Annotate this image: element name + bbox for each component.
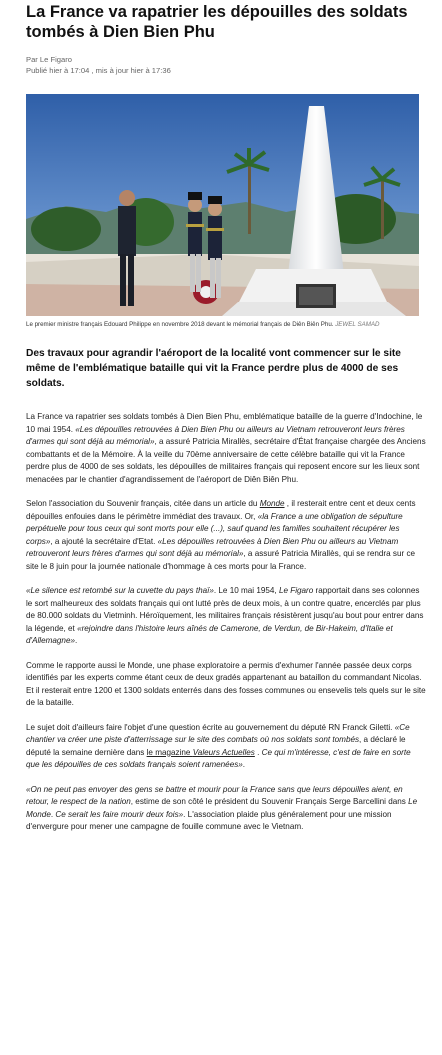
author[interactable]: Par Le Figaro [26, 55, 73, 64]
photo-credit: JEWEL SAMAD [335, 321, 380, 328]
quote: «la France a une obligation de sépulture perpétuelle pour tous ceux qui sont morts pour elle (...), sauf quand les familles souhaitent récupérer les corps» [26, 511, 403, 546]
text: , a assuré Patricia Mirallès, qui se rendra sur ce site le 8 juin pour la journée nationale d'hommage à ces morts pour la France. [26, 549, 416, 571]
article-title: La France va rapatrier les dépouilles des soldats tombés à Dien Bien Phu [26, 3, 408, 41]
article [0, 2, 442, 834]
paragraph [26, 411, 426, 486]
quote: «Les dépouilles retrouvées à Dien Bien Phu ou ailleurs au Vietnam retrouveront leurs frères d'armes qui sont déjà au mémorial» [26, 424, 405, 446]
valeurs-actuelles-link[interactable] [147, 748, 255, 757]
link-text-italic[interactable]: Valeurs Actuelles [192, 747, 255, 757]
article-photo[interactable] [26, 94, 419, 316]
paragraph [26, 784, 426, 834]
article-lead: Des travaux pour agrandir l'aéroport de la localité vont commencer sur le site même de l'emblématique bataille qui vit la France perdre plus de 4000 de ses soldats. [26, 348, 401, 389]
text: , estime de son côté le président du Souvenir Français Serge Barcellini dans [130, 797, 409, 806]
link-text[interactable]: le magazine [146, 747, 193, 757]
photo-caption [26, 320, 419, 329]
text: rapportait dans ses colonnes le sort malheureux des soldats français qui ont lutté près de deux mois, à un contre quatre, encerclés par plus de 80.000 soldats du Vietminh. Héroïquement, les militaires français résistèrent jusqu'au bout pour entrer dans la légende, et [26, 586, 424, 633]
paragraph [26, 498, 426, 573]
text: , il resterait entre cent et deux cents dépouilles enfouies dans le périmètre immédiat des travaux. Or, [26, 499, 416, 521]
quote: «Ce chantier va créer une piste d'atterrissage sur le site des combats où nos soldats sont tombés [26, 722, 410, 744]
publish-date: Publié hier à 17:04 , mis à jour hier à 17:36 [26, 66, 171, 75]
text: Selon l'association du Souvenir français, citée dans un article du [26, 499, 260, 508]
text: . [254, 747, 262, 757]
publication-name: Le Figaro [278, 586, 314, 595]
text: , a ajouté la secrétaire d'Etat. [50, 536, 158, 546]
text: , a assuré Patricia Mirallès, secrétaire d'État française chargée des Anciens combattants et de la Mémoire. À la veille du 70ème anniversaire de cette célèbre bataille qui vit la France perdre plus de 4000 de ses soldats, les dépouilles de militaires français qui reposent encore sur les lieux sont menacées par le chantier d'agrandissement de l'aéroport de Diên Biên Phu. [26, 437, 426, 484]
paragraph [26, 722, 426, 772]
caption-text: Le premier ministre français Edouard Philippe en novembre 2018 devant le mémorial français de Diên Biên Phu. [26, 321, 336, 328]
quote: «Les dépouilles retrouvées à Dien Bien Phu ou ailleurs au Vietnam retrouveront leurs frères d'armes qui sont déjà au mémorial» [26, 536, 399, 558]
text: , a déclaré le député la semaine dernière dans [26, 735, 406, 757]
text: . [74, 636, 78, 645]
text: . L'association plaide plus généralement pour une mission d'envergure pour mener une campagne de fouille commune avec le Vietnam. [26, 809, 392, 831]
quote: Ce serait les faire mourir deux fois» [55, 809, 184, 819]
quote: «rejoindre dans l'histoire leurs aînés de Camerone, de Verdun, de Bir-Hakeim, d'Italie et d'Allemagne» [26, 623, 393, 645]
paragraph [26, 585, 426, 648]
le-monde-link[interactable]: Monde [259, 499, 285, 508]
paragraph: Comme le rapporte aussi le Monde, une phase exploratoire a permis d'exhumer l'année passée deux corps identifiés par les experts comme étant ceux de deux gradés appartenant au bataillon du commandant Nicolas. Et il resterait entre 1200 et 1300 soldats enterrés dans des fosses communes ou ensevelis tels quels sur le site de la bataille. [26, 660, 426, 707]
text: . [50, 809, 56, 819]
text: La France va rapatrier ses soldats tombés à Dien Bien Phu, emblématique bataille de la guerre d'Indochine, le 10 mai 1954. [26, 412, 423, 434]
text: Le sujet doit d'ailleurs faire l'objet d'une question écrite au gouvernement du député RN Franck Giletti. [26, 722, 395, 732]
quote: «On ne peut pas envoyer des gens se battre et mourir pour la France sans que leurs dépouilles aient, en retour, le respect de la nation [26, 784, 403, 806]
text: . Le 10 mai 1954, [213, 586, 279, 595]
publication-name: Le Monde [26, 797, 418, 819]
quote: «Le silence est retombé sur la cuvette du pays thaï» [26, 586, 214, 595]
text: . [242, 760, 246, 769]
article-body [26, 411, 426, 834]
quote: Ce qui m'intéresse, c'est de faire en sorte que les dépouilles de ces soldats français soient ramenées» [26, 747, 411, 769]
